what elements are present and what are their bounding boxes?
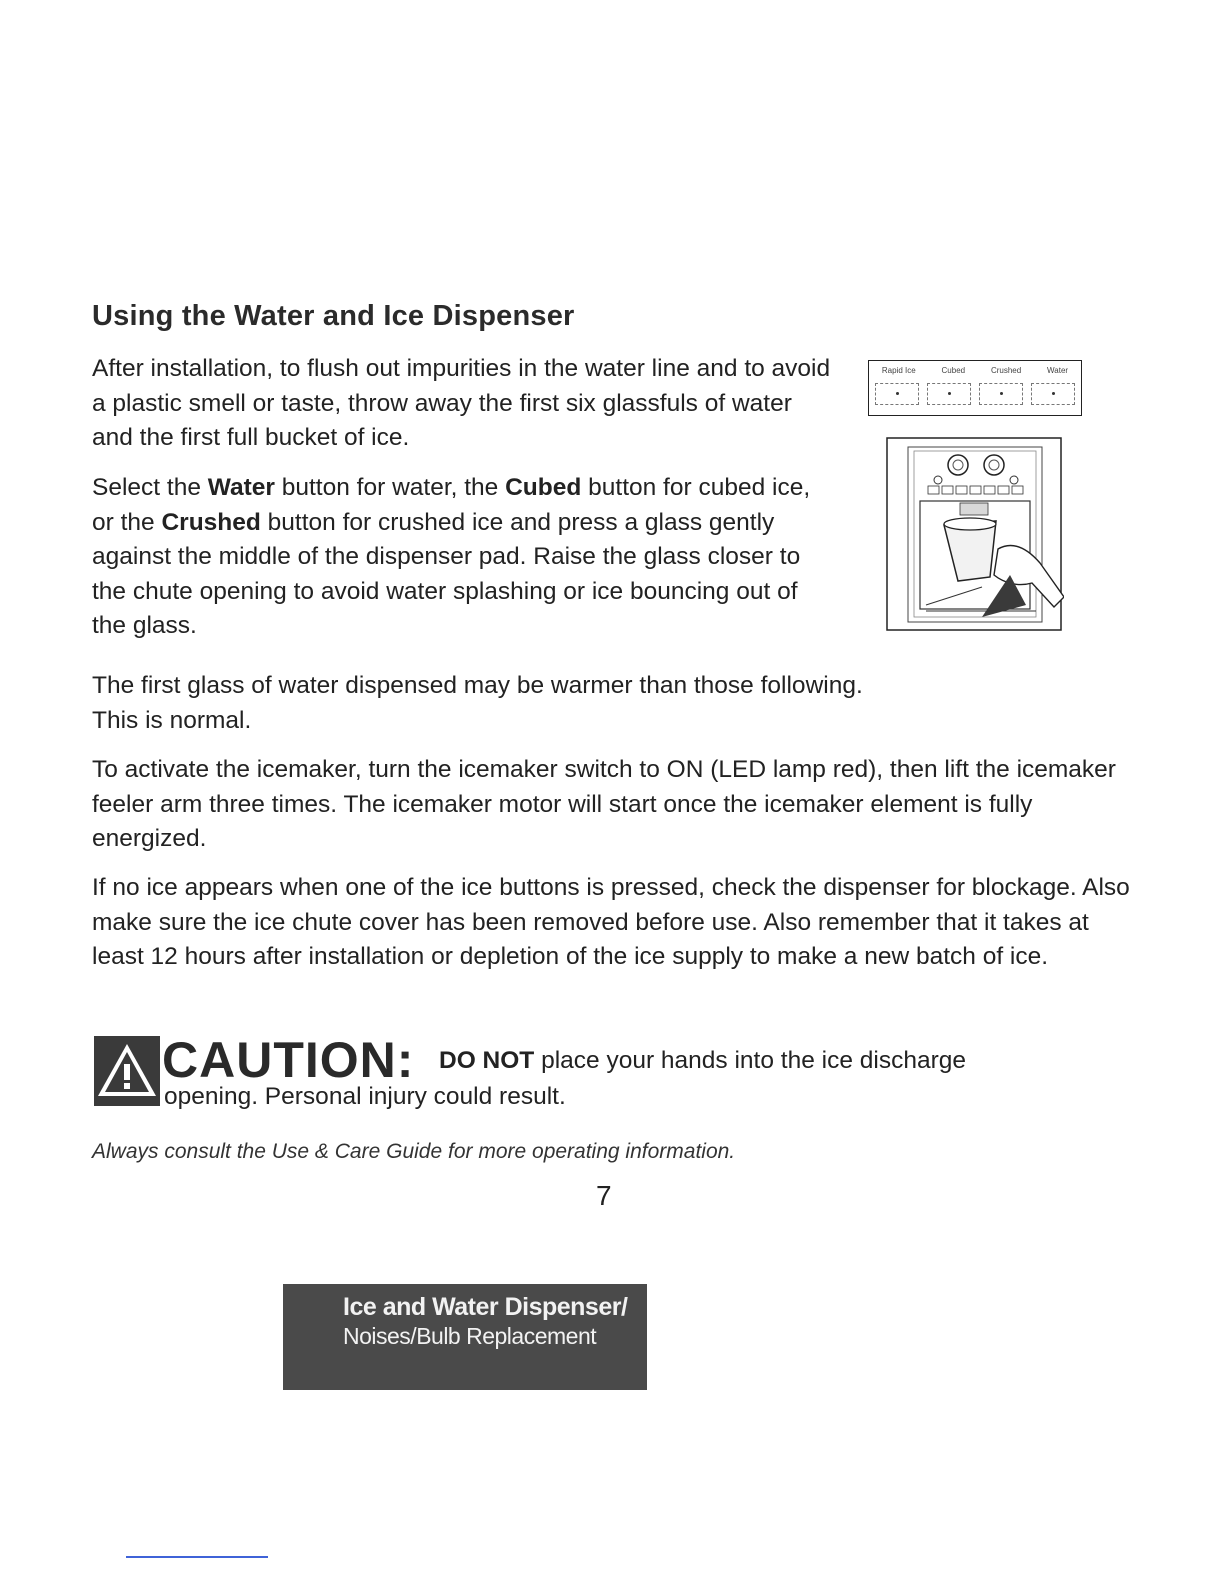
- select-button-paragraph: [92, 471, 832, 644]
- icemaker-paragraph: To activate the icemaker, turn the icemaker switch to ON (LED lamp red), then lift the icemaker feeler arm three times. The icemaker motor will start once the icemaker element is fully energized.: [92, 756, 1116, 852]
- caution-text-rest: place your hands into the ice discharge: [534, 1047, 967, 1074]
- p2-text-4: button for crushed ice and press a glass gently against the middle of the dispenser pad. Raise the glass closer to the chute opening to avoid water splashing or ice bouncing out of the glass.: [92, 508, 801, 639]
- footer-rule: [126, 1556, 268, 1558]
- panel-label-cubed: Cubed: [941, 366, 966, 375]
- section-tab-badge: [283, 1284, 647, 1390]
- water-term: Water: [207, 474, 275, 501]
- dispenser-illustration: [886, 437, 1064, 637]
- section-title: Using the Water and Ice Dispenser: [92, 300, 575, 332]
- warm-water-paragraph: [92, 669, 1132, 738]
- p2-text-3: button for cubed ice, or the: [92, 474, 811, 536]
- panel-button-rapid-ice: [875, 383, 919, 405]
- dispenser-button-panel-diagram: [868, 360, 1082, 416]
- panel-button-cubed: [927, 383, 971, 405]
- panel-button-water: [1031, 383, 1075, 405]
- no-ice-paragraph: If no ice appears when one of the ice buttons is pressed, check the dispenser for blockage. Also make sure the ice chute cover has been removed before use. Also remember that it takes at least 12 hours after installation or depletion of the ice supply to make a new batch of ice.: [92, 874, 1130, 970]
- panel-labels: [869, 366, 1081, 375]
- p2-text-1: Select the: [92, 474, 208, 501]
- panel-button-crushed: [979, 383, 1023, 405]
- use-care-note: Always consult the Use & Care Guide for more operating information.: [92, 1140, 736, 1163]
- p3-line-2: This is normal.: [92, 706, 252, 734]
- page-number: 7: [596, 1180, 612, 1211]
- caution-warning-icon: [94, 1036, 160, 1106]
- p2-text-2: button for water, the: [274, 474, 506, 501]
- cubed-term: Cubed: [505, 474, 582, 501]
- badge-line-1: Ice and Water Dispenser/: [343, 1293, 628, 1321]
- crushed-term: Crushed: [161, 508, 261, 536]
- badge-line-2: Noises/Bulb Replacement: [343, 1323, 597, 1349]
- caution-do-not: DO NOT: [439, 1047, 535, 1074]
- panel-label-crushed: Crushed: [990, 366, 1022, 375]
- caution-text: [439, 1046, 966, 1076]
- panel-buttons: [875, 383, 1075, 405]
- caution-text-line2: opening. Personal injury could result.: [164, 1083, 566, 1110]
- caution-heading: CAUTION:: [162, 1032, 415, 1088]
- panel-label-water: Water: [1047, 366, 1069, 375]
- flush-paragraph: After installation, to flush out impurities in the water line and to avoid a plastic smell or taste, throw away the first six glassfuls of water and the first full bucket of ice.: [92, 355, 831, 451]
- p3-line-1: The first glass of water dispensed may be warmer than those following.: [92, 672, 863, 699]
- panel-label-rapid-ice: Rapid Ice: [881, 366, 916, 375]
